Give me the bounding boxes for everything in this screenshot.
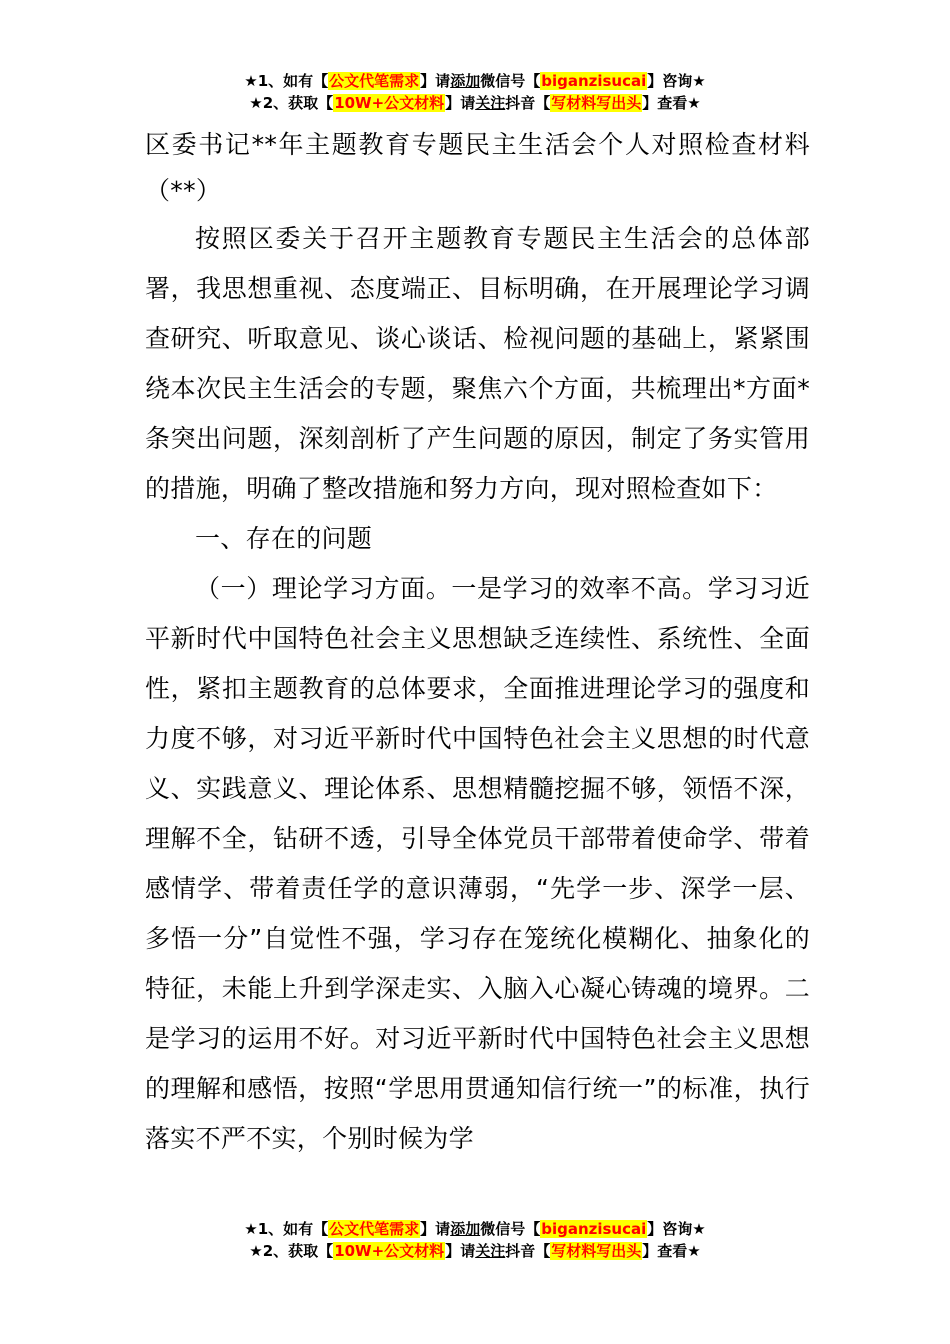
- banner-highlight: 10W+公文材料: [334, 94, 445, 112]
- intro-paragraph: 按照区委关于召开主题教育专题民主生活会的总体部署，我思想重视、态度端正、目标明确，在开展理论学习调查研究、听取意见、谈心谈话、检视问题的基础上，紧紧围绕本次民主生活会的专题，聚焦六个方面，共梳理出*方面*条突出问题，深刻剖析了产生问题的原因，制定了务实管用的措施，明确了整改措施和努力方向，现对照检查如下：: [145, 224, 810, 503]
- banner-line-2: ★2、获取【10W+公文材料】请关注抖音【写材料写出头】查看★: [249, 1242, 701, 1260]
- banner-line-1: ★1、如有【公文代笔需求】请添加微信号【biganzisucai】咨询★: [244, 1220, 706, 1238]
- document-title: 区委书记**年主题教育专题民主生活会个人对照检查材料（**）: [145, 130, 810, 205]
- document-body: [145, 122, 810, 1164]
- banner-highlight: 公文代笔需求: [329, 72, 420, 90]
- banner-highlight: 10W+公文材料: [334, 1242, 445, 1260]
- banner-highlight: 写材料写出头: [551, 94, 642, 112]
- banner-highlight: 公文代笔需求: [329, 1220, 420, 1238]
- footer-banner: [0, 1218, 950, 1262]
- banner-highlight: biganzisucai: [541, 72, 647, 90]
- banner-highlight: 写材料写出头: [551, 1242, 642, 1260]
- banner-line-2: ★2、获取【10W+公文材料】请关注抖音【写材料写出头】查看★: [249, 94, 701, 112]
- header-banner: [0, 70, 950, 114]
- banner-highlight: biganzisucai: [541, 1220, 647, 1238]
- section-heading: 一、存在的问题: [195, 524, 373, 553]
- banner-line-1: ★1、如有【公文代笔需求】请添加微信号【biganzisucai】咨询★: [244, 72, 706, 90]
- body-paragraph: （一）理论学习方面。一是学习的效率不高。学习习近平新时代中国特色社会主义思想缺乏连续性、系统性、全面性，紧扣主题教育的总体要求，全面推进理论学习的强度和力度不够，对习近平新时代中国特色社会主义思想的时代意义、实践意义、理论体系、思想精髓挖掘不够，领悟不深，理解不全，钻研不透，引导全体党员干部带着使命学、带着感情学、带着责任学的意识薄弱，“先学一步、深学一层、多悟一分”自觉性不强，学习存在笼统化模糊化、抽象化的特征，未能上升到学深走实、入脑入心凝心铸魂的境界。二是学习的运用不好。对习近平新时代中国特色社会主义思想的理解和感悟，按照“学思用贯通知信行统一”的标准，执行落实不严不实，个别时候为学: [145, 574, 810, 1153]
